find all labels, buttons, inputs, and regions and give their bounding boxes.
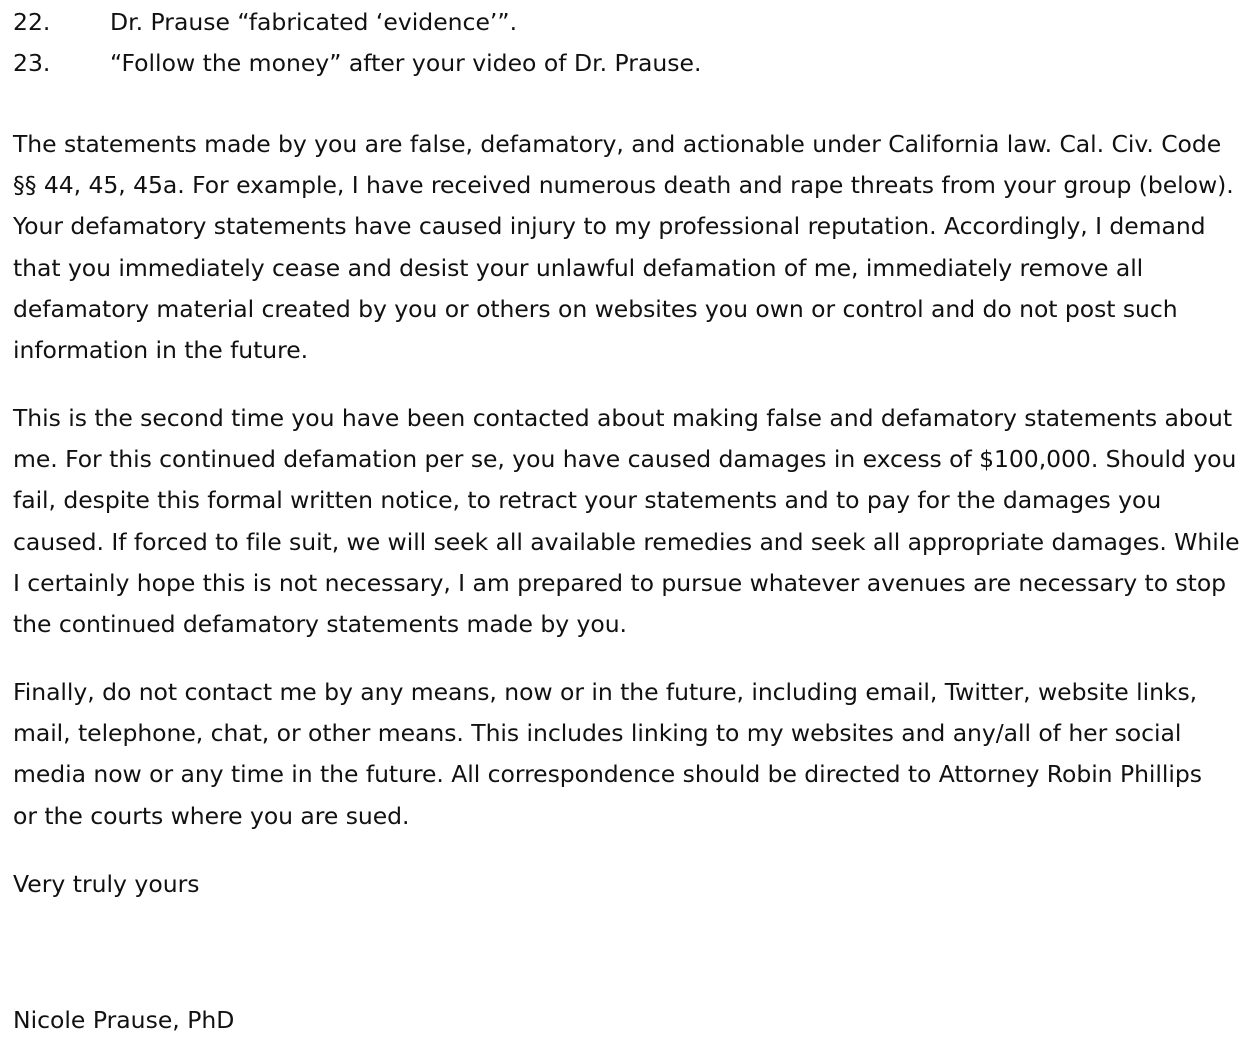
list-item-text: Dr. Prause “fabricated ‘evidence’”. (110, 8, 518, 36)
list-item-number: 23. (13, 49, 51, 77)
paragraph-defamation-claim: The statements made by you are false, defamatory, and actionable under California law. Cal. Civ. Code §§ 44, 45, 45a. For example, I have received numerous death and rape threats from your group (below). Your defamatory statements have caused injury to my professional reputation. Accordingly, I demand that you immediately cease and desist your unlawful defamation of me, immediately remove all defamatory material created by you or others on websites you own or control and do not post such information in the future. (13, 130, 1234, 365)
paragraph-no-contact: Finally, do not contact me by any means, now or in the future, including email, Twitter, website links, mail, telephone, chat, or other means. This includes linking to my websites and any/all of her social media now or any time in the future. All correspondence should be directed to Attorney Robin Phillips or the courts where you are sued. (13, 678, 1202, 830)
list-item (13, 48, 701, 78)
signature-name: Nicole Prause, PhD (13, 1006, 235, 1034)
list-item-text: “Follow the money” after your video of Dr. Prause. (110, 49, 702, 77)
list-item-number: 22. (13, 8, 51, 36)
closing-line: Very truly yours (13, 870, 200, 898)
list-item (13, 7, 517, 37)
paragraph-damages: This is the second time you have been contacted about making false and defamatory statements about me. For this continued defamation per se, you have caused damages in excess of $100,000. Should you fail, despite this formal written notice, to retract your statements and to pay for the damages you caused. If forced to file suit, we will seek all available remedies and seek all appropriate damages. While I certainly hope this is not necessary, I am prepared to pursue whatever avenues are necessary to stop the continued defamatory statements made by you. (13, 404, 1240, 639)
